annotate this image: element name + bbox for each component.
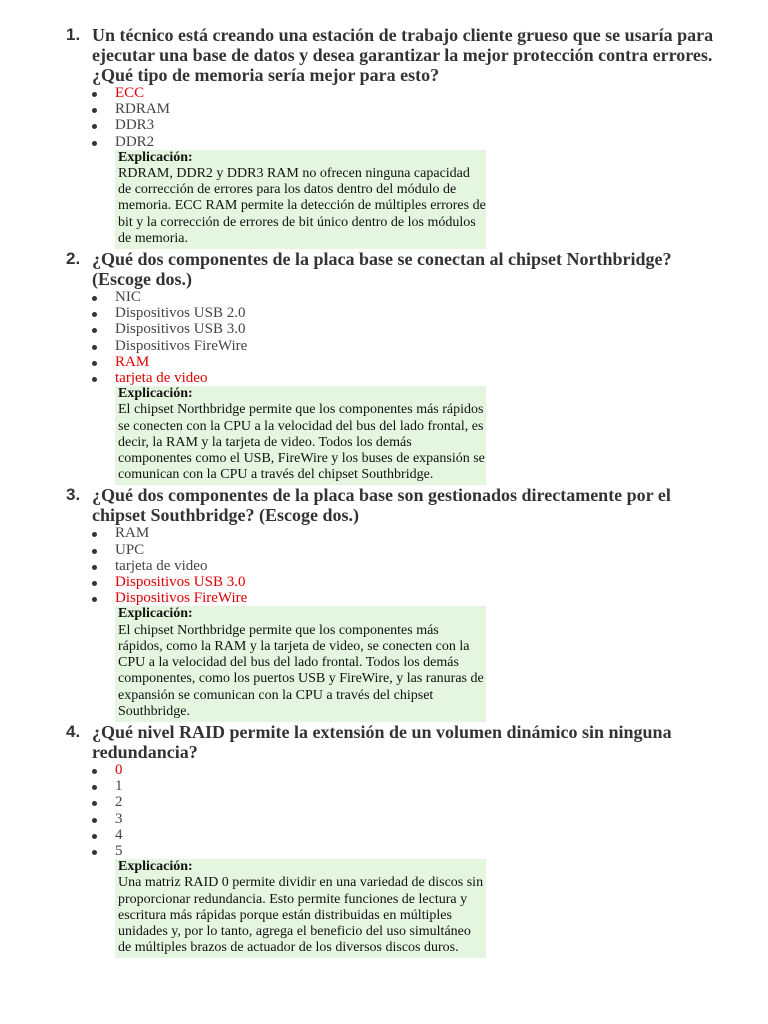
answer-option: RDRAM [115, 101, 728, 117]
answer-option: Dispositivos FireWire [115, 590, 728, 606]
answer-option: 2 [115, 794, 728, 810]
question-2 [0, 249, 768, 485]
answer-option: UPC [115, 542, 728, 558]
answer-option: Dispositivos USB 3.0 [115, 321, 728, 337]
answer-option: Dispositivos USB 3.0 [115, 574, 728, 590]
explanation-text: El chipset Northbridge permite que los componentes más rápidos se conecten con la CPU a la velocidad del bus del lado frontal, es decir, la RAM y la tarjeta de video. Todos los demás componentes como el USB, FireWire y los buses de expansión se comunican con la CPU a través del chipset Southbridge. [118, 402, 485, 483]
explanation-text: RDRAM, DDR2 y DDR3 RAM no ofrecen ninguna capacidad de corrección de errores para los datos dentro del módulo de memoria. ECC RAM permite la detección de múltiples errores de bit y la corrección de errores de bit único dentro de los módulos de memoria. [118, 166, 486, 246]
answer-option: RAM [115, 525, 728, 541]
answer-option: 0 [115, 762, 728, 778]
question-text: Un técnico está creando una estación de trabajo cliente grueso que se usaría para ejecutar una base de datos y desea garantizar la mejor protección contra errores. ¿Qué tipo de memoria sería mejor para esto? [92, 25, 714, 85]
question-number: 4. [66, 721, 81, 741]
answer-option: ECC [115, 85, 728, 101]
answer-option: tarjeta de video [115, 370, 728, 386]
answer-option: 4 [115, 827, 728, 843]
explanation-box [115, 859, 486, 958]
answer-options [92, 525, 728, 606]
explanation-text: El chipset Northbridge permite que los componentes más rápidos, como la RAM y la tarjeta de video, se conecten con la CPU a la velocidad del bus del lado frontal. Todos los demás componentes, como los puertos USB y FireWire, y las ranuras de expansión se comunican con la CPU a través del chipset Southbridge. [118, 622, 484, 719]
question-1 [0, 25, 768, 249]
answer-option: DDR3 [115, 117, 728, 133]
question-4 [0, 722, 768, 958]
question-number: 2. [66, 249, 81, 269]
question-number: 3. [66, 485, 81, 505]
answer-option: tarjeta de video [115, 558, 728, 574]
answer-option: Dispositivos USB 2.0 [115, 305, 728, 321]
explanation-text: Una matriz RAID 0 permite dividir en una variedad de discos sin proporcionar redundancia. Esto permite funciones de lectura y escritura más rápidas porque están distribuidas en múltiples unidades y, por lo tanto, agrega el beneficio del uso simultáneo de múltiples brazos de actuador de los diversos discos duros. [118, 875, 484, 956]
quiz-document [0, 25, 768, 958]
answer-option: 1 [115, 778, 728, 794]
question-text: ¿Qué dos componentes de la placa base son gestionados directamente por el chipset Southbridge? (Escoge dos.) [92, 485, 671, 526]
question-3 [0, 485, 768, 721]
answer-options [92, 289, 728, 386]
question-text: ¿Qué nivel RAID permite la extensión de un volumen dinámico sin ninguna redundancia? [92, 721, 672, 762]
explanation-box [115, 606, 486, 721]
question-number: 1. [66, 25, 81, 44]
answer-option: NIC [115, 289, 728, 305]
question-text: ¿Qué dos componentes de la placa base se conectan al chipset Northbridge? (Escoge dos.) [92, 249, 672, 290]
answer-option: DDR2 [115, 134, 728, 150]
answer-options [92, 762, 728, 859]
explanation-box [115, 150, 486, 249]
answer-option: RAM [115, 354, 728, 370]
answer-option: Dispositivos FireWire [115, 338, 728, 354]
answer-option: 3 [115, 811, 728, 827]
answer-option: 5 [115, 843, 728, 859]
explanation-title: Explicación: [118, 606, 193, 622]
explanation-title: Explicación: [118, 859, 193, 875]
explanation-title: Explicación: [118, 386, 193, 402]
answer-options [92, 85, 728, 150]
explanation-title: Explicación: [118, 149, 193, 165]
explanation-box [115, 386, 486, 485]
